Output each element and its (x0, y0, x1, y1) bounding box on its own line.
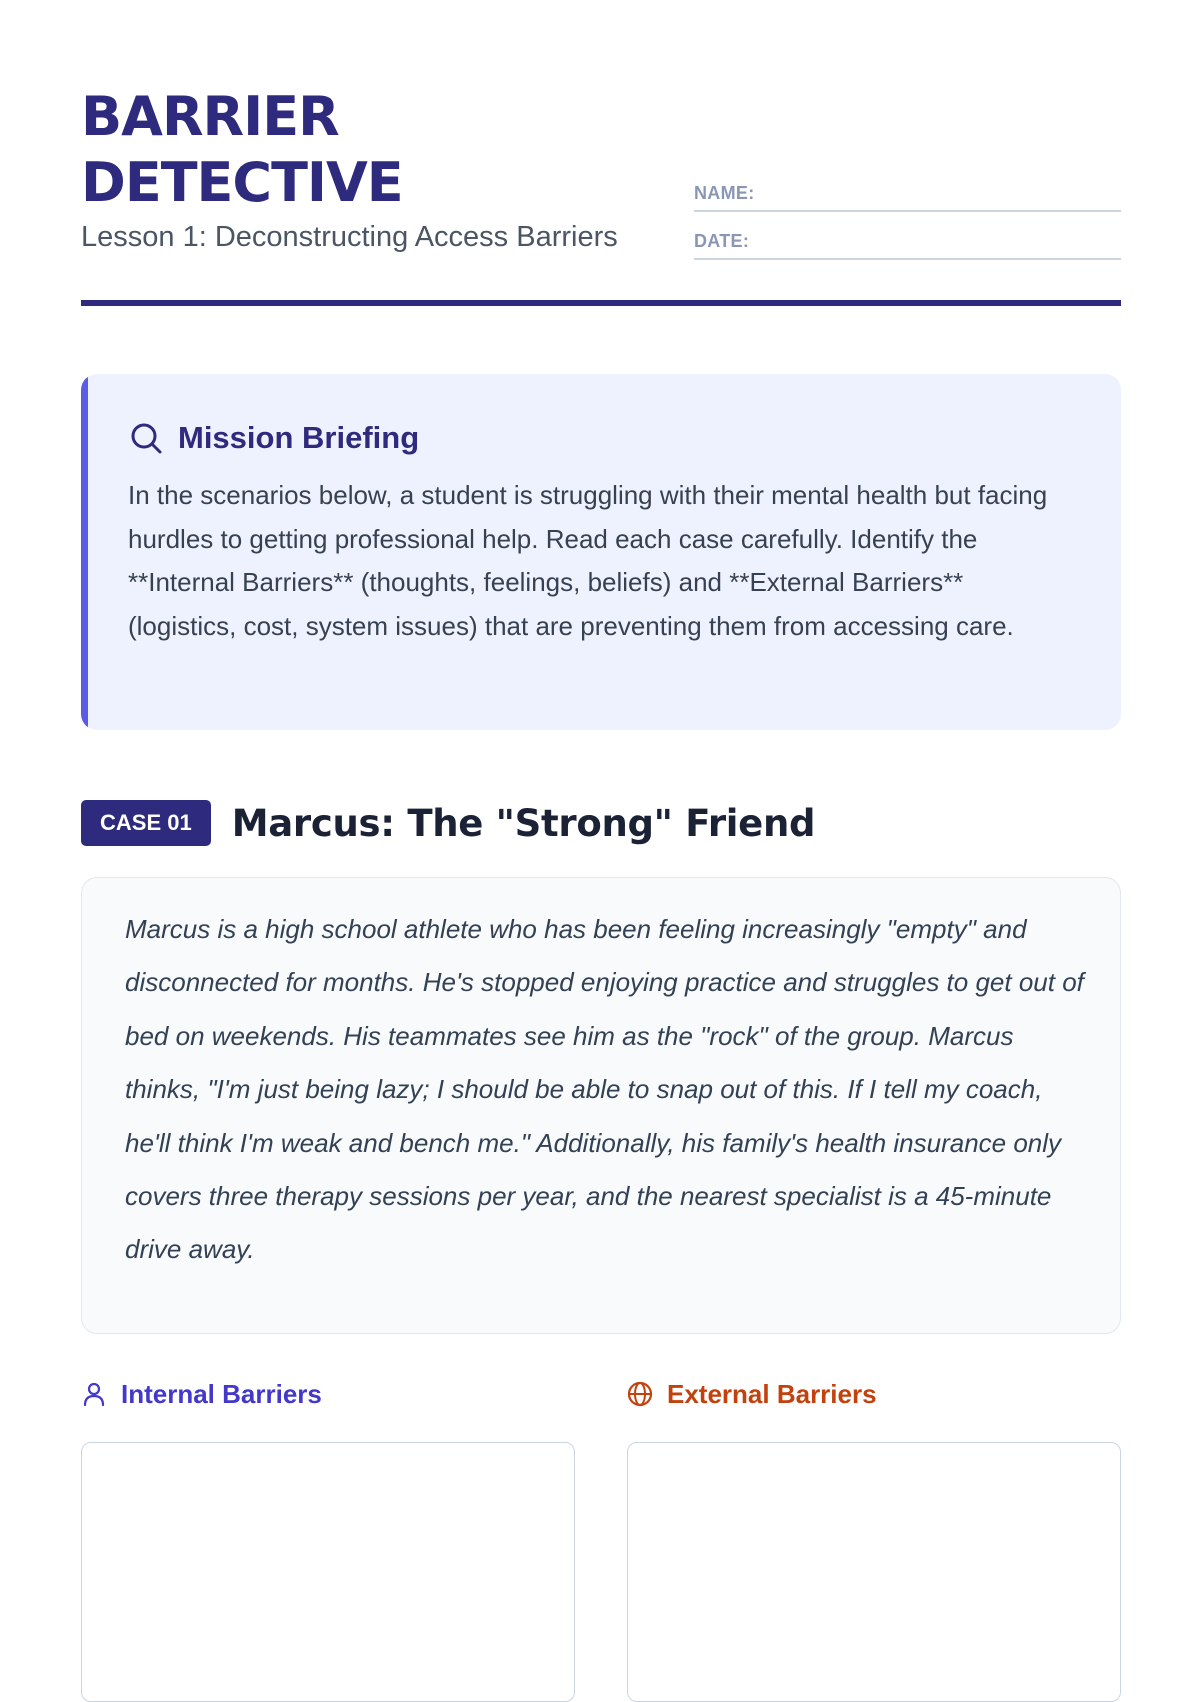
briefing-heading (128, 418, 419, 458)
scenario-text: Marcus is a high school athlete who has been feeling increasingly "empty" and disconnected for months. He's stopped enjoying practice and struggles to get out of bed on weekends. His teammates see him as the "rock" of the group. Marcus thinks, "I'm just being lazy; I should be able to snap out of this. If I tell my coach, he'll think I'm weak and bench me." Additionally, his family's health insurance only covers three therapy sessions per year, and the nearest specialist is a 45-minute drive away. (125, 914, 1084, 1265)
mission-briefing-panel (81, 374, 1121, 730)
person-icon (81, 1381, 107, 1407)
date-field[interactable] (694, 228, 1121, 260)
name-field[interactable] (694, 180, 1121, 212)
internal-barriers-section (81, 1376, 575, 1702)
worksheet-page (81, 0, 1121, 1600)
briefing-title: Mission Briefing (178, 420, 420, 455)
internal-barriers-heading (81, 1376, 575, 1412)
external-barriers-heading (627, 1376, 1121, 1412)
external-barriers-section (627, 1376, 1121, 1702)
header-divider (81, 300, 1121, 306)
external-barriers-label: External Barriers (667, 1378, 877, 1409)
worksheet-header (81, 84, 1121, 310)
internal-barriers-answer-box[interactable] (81, 1442, 575, 1702)
magnifier-icon (128, 420, 164, 456)
date-label: DATE: (694, 231, 750, 251)
lesson-subtitle: Lesson 1: Deconstructing Access Barriers (81, 221, 618, 253)
name-label: NAME: (694, 183, 755, 203)
case-heading (81, 798, 815, 848)
page-title (81, 84, 701, 216)
title-line-2: DETECTIVE (81, 151, 403, 214)
globe-icon (627, 1381, 653, 1407)
briefing-text: In the scenarios below, a student is struggling with their mental health but facing hurdles to getting professional help. Read each case carefully. Identify the **Internal Barriers** (thoughts, feelings, beliefs) and **External Barriers** (logistics, cost, system issues) that are preventing them from accessing care. (128, 480, 1048, 641)
internal-barriers-label: Internal Barriers (121, 1378, 322, 1409)
title-line-1: BARRIER (81, 85, 339, 148)
external-barriers-answer-box[interactable] (627, 1442, 1121, 1702)
case-badge: CASE 01 (81, 800, 211, 846)
case-title: Marcus: The "Strong" Friend (231, 801, 816, 845)
scenario-card (81, 877, 1121, 1334)
